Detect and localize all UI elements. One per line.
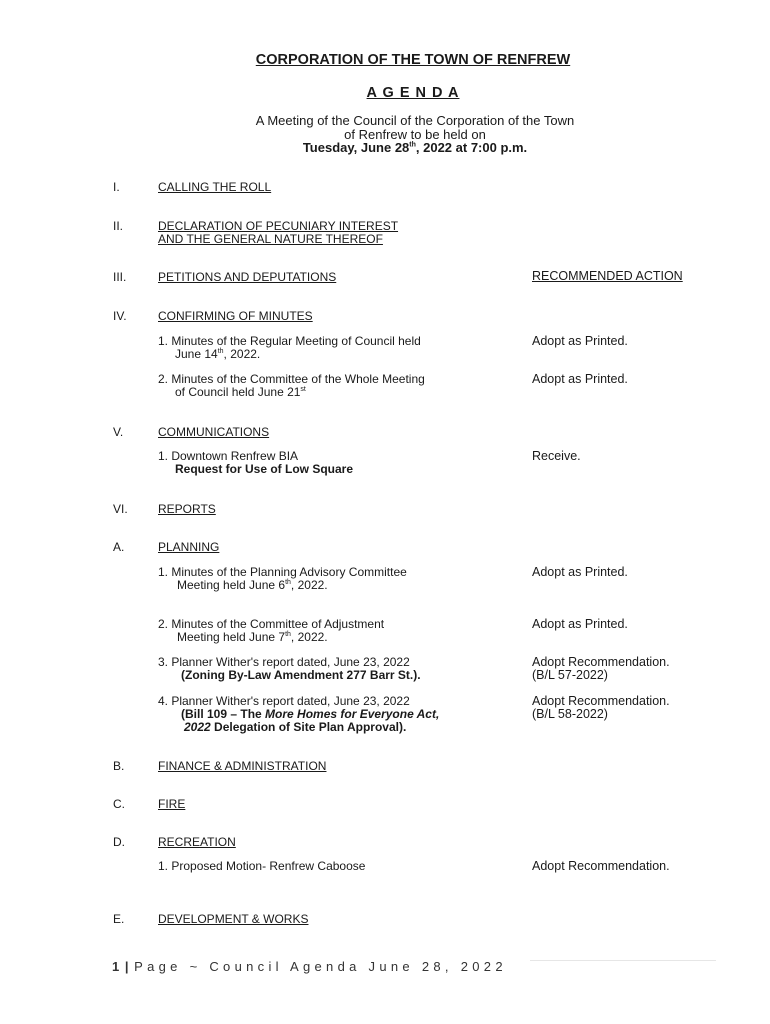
- section-heading: FINANCE & ADMINISTRATION: [158, 759, 327, 773]
- agenda-item: Request for Use of Low Square: [175, 462, 354, 476]
- agenda-item: 2. Minutes of the Committee of Adjustment: [158, 617, 385, 631]
- footer-divider: [530, 960, 716, 961]
- section-number: II.: [113, 219, 124, 233]
- section-heading: FIRE: [158, 797, 186, 811]
- agenda-item: (Zoning By-Law Amendment 277 Barr St.).: [181, 668, 421, 682]
- agenda-item: Meeting held June 7th, 2022.: [177, 630, 328, 644]
- item-action: Adopt Recommendation.: [532, 655, 670, 669]
- agenda-item: (Bill 109 – The More Homes for Everyone Act,: [181, 707, 440, 721]
- bylaw-number: (B/L 57-2022): [532, 668, 608, 682]
- item-action: Receive.: [532, 449, 581, 463]
- footer-text: Page ~ Council Agenda June 28, 2022: [134, 959, 507, 974]
- page-footer: [112, 959, 507, 974]
- intro-line-2: of Renfrew to be held on: [344, 127, 486, 142]
- agenda-item: 2. Minutes of the Committee of the Whole Meeting: [158, 372, 425, 386]
- section-heading: PLANNING: [158, 540, 220, 554]
- section-number: III.: [113, 270, 127, 284]
- agenda-item: Meeting held June 6th, 2022.: [177, 578, 328, 592]
- agenda-item: June 14th, 2022.: [175, 347, 261, 361]
- section-number: E.: [113, 912, 125, 926]
- recommended-action-heading: RECOMMENDED ACTION: [532, 269, 683, 283]
- section-number: V.: [113, 425, 124, 439]
- section-heading: CONFIRMING OF MINUTES: [158, 309, 313, 323]
- agenda-item: 4. Planner Wither's report dated, June 23, 2022: [158, 694, 410, 708]
- section-number: B.: [113, 759, 125, 773]
- section-number: A.: [113, 540, 125, 554]
- item-action: Adopt Recommendation.: [532, 694, 670, 708]
- section-heading: COMMUNICATIONS: [158, 425, 270, 439]
- section-heading: DEVELOPMENT & WORKS: [158, 912, 309, 926]
- section-heading: RECREATION: [158, 835, 236, 849]
- section-number: IV.: [113, 309, 127, 323]
- section-heading: PETITIONS AND DEPUTATIONS: [158, 270, 337, 284]
- agenda-item: of Council held June 21st: [175, 385, 306, 399]
- agenda-item: 1. Minutes of the Planning Advisory Committee: [158, 565, 407, 579]
- bylaw-number: (B/L 58-2022): [532, 707, 608, 721]
- item-action: Adopt as Printed.: [532, 372, 628, 386]
- section-heading: REPORTS: [158, 502, 216, 516]
- intro-line-1: A Meeting of the Council of the Corporation of the Town: [255, 113, 575, 128]
- agenda-item: 2022 Delegation of Site Plan Approval).: [184, 720, 407, 734]
- section-number: D.: [113, 835, 125, 849]
- agenda-item: 1. Proposed Motion- Renfrew Caboose: [158, 859, 366, 873]
- agenda-item: 3. Planner Wither's report dated, June 23, 2022: [158, 655, 410, 669]
- section-number: C.: [113, 797, 125, 811]
- agenda-item: 1. Downtown Renfrew BIA: [158, 449, 299, 463]
- agenda-heading: A G E N D A: [366, 85, 460, 101]
- page-number: 1 |: [112, 959, 135, 974]
- section-number: I.: [113, 180, 120, 194]
- item-action: Adopt Recommendation.: [532, 859, 670, 873]
- section-heading: CALLING THE ROLL: [158, 180, 272, 194]
- document-title: CORPORATION OF THE TOWN OF RENFREW: [255, 52, 571, 68]
- section-heading: DECLARATION OF PECUNIARY INTEREST: [158, 219, 399, 233]
- item-action: Adopt as Printed.: [532, 617, 628, 631]
- section-heading: AND THE GENERAL NATURE THEREOF: [158, 232, 383, 246]
- agenda-item: 1. Minutes of the Regular Meeting of Council held: [158, 334, 421, 348]
- section-number: VI.: [113, 502, 128, 516]
- meeting-date: Tuesday, June 28th, 2022 at 7:00 p.m.: [302, 140, 528, 155]
- item-action: Adopt as Printed.: [532, 334, 628, 348]
- item-action: Adopt as Printed.: [532, 565, 628, 579]
